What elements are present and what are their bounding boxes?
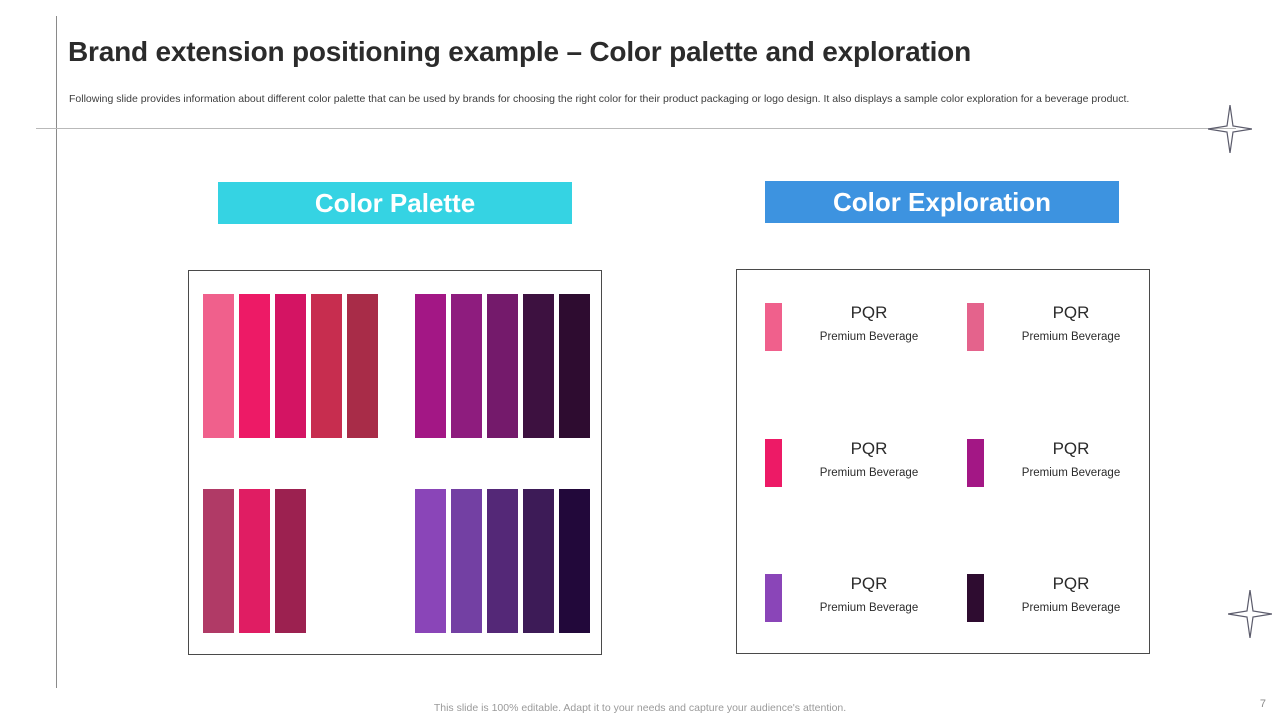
color-swatch xyxy=(415,489,446,633)
swatch-group xyxy=(203,294,378,438)
exploration-item-subtitle: Premium Beverage xyxy=(1021,331,1121,343)
exploration-item-name: PQR xyxy=(1052,574,1090,593)
color-swatch xyxy=(451,294,482,438)
exploration-item-subtitle: Premium Beverage xyxy=(1021,467,1121,479)
color-swatch xyxy=(239,294,270,438)
color-swatch xyxy=(559,294,590,438)
page-number: 7 xyxy=(1259,698,1266,710)
swatch-group xyxy=(203,489,306,633)
exploration-item-name: PQR xyxy=(850,439,888,458)
exploration-color-bar xyxy=(765,574,782,622)
color-swatch xyxy=(415,294,446,438)
exploration-item-name: PQR xyxy=(850,303,888,322)
exploration-item xyxy=(747,303,937,363)
color-exploration-panel xyxy=(736,269,1150,654)
color-swatch xyxy=(311,294,342,438)
exploration-item-subtitle: Premium Beverage xyxy=(819,602,919,614)
section-banner-color-palette xyxy=(218,182,572,224)
color-swatch xyxy=(347,294,378,438)
exploration-item xyxy=(949,439,1139,499)
exploration-item xyxy=(747,439,937,499)
color-swatch xyxy=(523,489,554,633)
exploration-item xyxy=(949,574,1139,634)
sparkle-icon xyxy=(1228,590,1272,638)
color-swatch xyxy=(275,489,306,633)
banner-label: Color Palette xyxy=(314,187,476,218)
color-swatch xyxy=(239,489,270,633)
page-subtitle: Following slide provides information about different color palette that can be used by brands for choosing the right color for their product packaging or logo design. It also displays a sample color exploration for a beverage product. xyxy=(69,93,1130,105)
exploration-item xyxy=(949,303,1139,363)
header-divider xyxy=(36,128,1236,129)
sparkle-icon xyxy=(1208,105,1252,153)
exploration-item-name: PQR xyxy=(1052,439,1090,458)
exploration-item-name: PQR xyxy=(850,574,888,593)
page-title: Brand extension positioning example – Color palette and exploration xyxy=(68,36,971,67)
color-swatch xyxy=(203,489,234,633)
exploration-color-bar xyxy=(967,303,984,351)
color-swatch xyxy=(275,294,306,438)
exploration-item-subtitle: Premium Beverage xyxy=(819,331,919,343)
exploration-color-bar xyxy=(967,439,984,487)
exploration-color-bar xyxy=(765,439,782,487)
exploration-item-subtitle: Premium Beverage xyxy=(819,467,919,479)
left-vertical-divider xyxy=(56,16,57,688)
footer-note: This slide is 100% editable. Adapt it to your needs and capture your audience's attention. xyxy=(433,702,847,714)
exploration-color-bar xyxy=(967,574,984,622)
color-swatch xyxy=(523,294,554,438)
exploration-item-name: PQR xyxy=(1052,303,1090,322)
swatch-group xyxy=(415,294,590,438)
exploration-color-bar xyxy=(765,303,782,351)
color-swatch xyxy=(487,489,518,633)
swatch-group xyxy=(415,489,590,633)
color-palette-panel xyxy=(188,270,602,655)
exploration-item xyxy=(747,574,937,634)
color-swatch xyxy=(451,489,482,633)
color-swatch xyxy=(203,294,234,438)
banner-label: Color Exploration xyxy=(832,186,1052,217)
color-swatch xyxy=(487,294,518,438)
section-banner-color-exploration xyxy=(765,181,1119,223)
color-swatch xyxy=(559,489,590,633)
exploration-item-subtitle: Premium Beverage xyxy=(1021,602,1121,614)
